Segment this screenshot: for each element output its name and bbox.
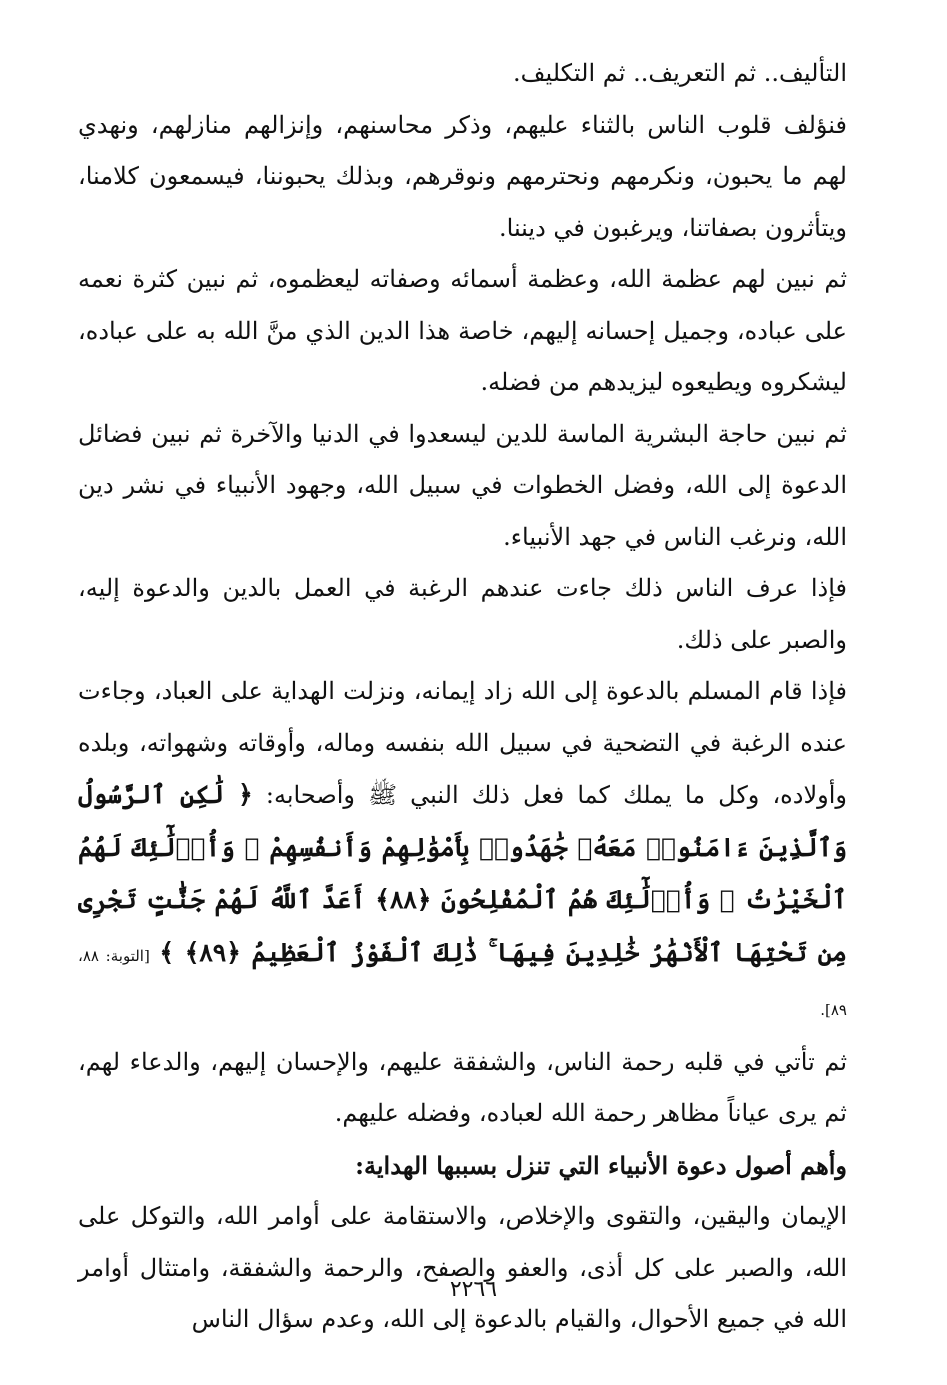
- paragraph-5: فإذا عرف الناس ذلك جاءت عندهم الرغبة في العمل بالدين والدعوة إليه، والصبر على ذلك.: [78, 574, 847, 654]
- paragraph-2: فنؤلف قلوب الناس بالثناء عليهم، وذكر محاسنهم، وإنزالهم منازلهم، ونهدي لهم ما يحبون، ونكرمهم ونحترمهم ونوقرهم، وبذلك يحبوننا، فيسمعون كلامنا، ويتأثرون بصفاتنا، ويرغبون في ديننا.: [78, 110, 847, 242]
- quran-intro: فإذا قام المسلم بالدعوة إلى الله زاد إيمانه، ونزلت الهداية على العباد، وجاءت عنده الرغبة في التضحية في سبيل الله بنفسه وماله، وأوقاته وشهواته، وبلده وأولاده، وكل ما يملك كما فعل ذلك النبي ﷺ وأصحابه:: [78, 677, 847, 809]
- section-heading: وأهم أصول دعوة الأنبياء التي تنزل بسببها الهداية:: [355, 1150, 847, 1180]
- verse-reference: [التوبة: ٨٨، ٨٩].: [78, 946, 847, 1019]
- paragraph-1: التأليف.. ثم التعريف.. ثم التكليف.: [513, 59, 847, 87]
- paragraph-4: ثم نبين حاجة البشرية الماسة للدين ليسعدوا في الدنيا والآخرة ثم نبين فضائل الدعوة إلى الله، وفضل الخطوات في سبيل الله، وجهود الأنبياء في نشر دين الله، ونرغب الناس في جهد الأنبياء.: [78, 419, 847, 551]
- paragraph-6: ثم تأتي في قلبه رحمة الناس، والشفقة عليهم، والإحسان إليهم، والدعاء لهم، ثم يرى عياناً مظاهر رحمة الله لعباده، وفضله عليهم.: [78, 1047, 847, 1127]
- quran-verse: ﴿ لَٰكِنِ ٱلرَّسُولُ وَٱلَّذِينَ ءَامَنُوا۟ مَعَهُۥ جَٰهَدُوا۟ بِأَمْوَٰلِهِمْ وَأَنفُسِهِمْ ۚ وَأُو۟لَٰٓئِكَ لَهُمُ ٱلْخَيْرَٰتُ ۖ وَأُو۟لَٰٓئِكَ هُمُ ٱلْمُفْلِحُونَ ﴿٨٨﴾ أَعَدَّ ٱللَّهُ لَهُمْ جَنَّٰتٍ تَجْرِى مِن تَحْتِهَا ٱلْأَنْهَٰرُ خَٰلِدِينَ فِيهَا ۚ ذَٰلِكَ ٱلْفَوْزُ ٱلْعَظِيمُ ﴿٨٩﴾ ﴾: [78, 780, 847, 967]
- page-number: ٢٢٦٦: [449, 1277, 498, 1302]
- quran-paragraph: [78, 666, 847, 1037]
- paragraph-3: ثم نبين لهم عظمة الله، وعظمة أسمائه وصفاته ليعظموه، ثم نبين كثرة نعمه على عباده، وجميل إحسانه إليهم، خاصة هذا الدين الذي منَّ الله به على عباده، ليشكروه ويطيعوه ليزيدهم من فضله.: [78, 265, 847, 396]
- paragraph-7: الإيمان واليقين، والتقوى والإخلاص، والاستقامة على أوامر الله، والتوكل على الله، والصبر على كل أذى، والعفو والصفح، والرحمة والشفقة، وامتثال أوامر الله في جميع الأحوال، والقيام بالدعوة إلى الله، وعدم سؤال الناس: [78, 1202, 847, 1333]
